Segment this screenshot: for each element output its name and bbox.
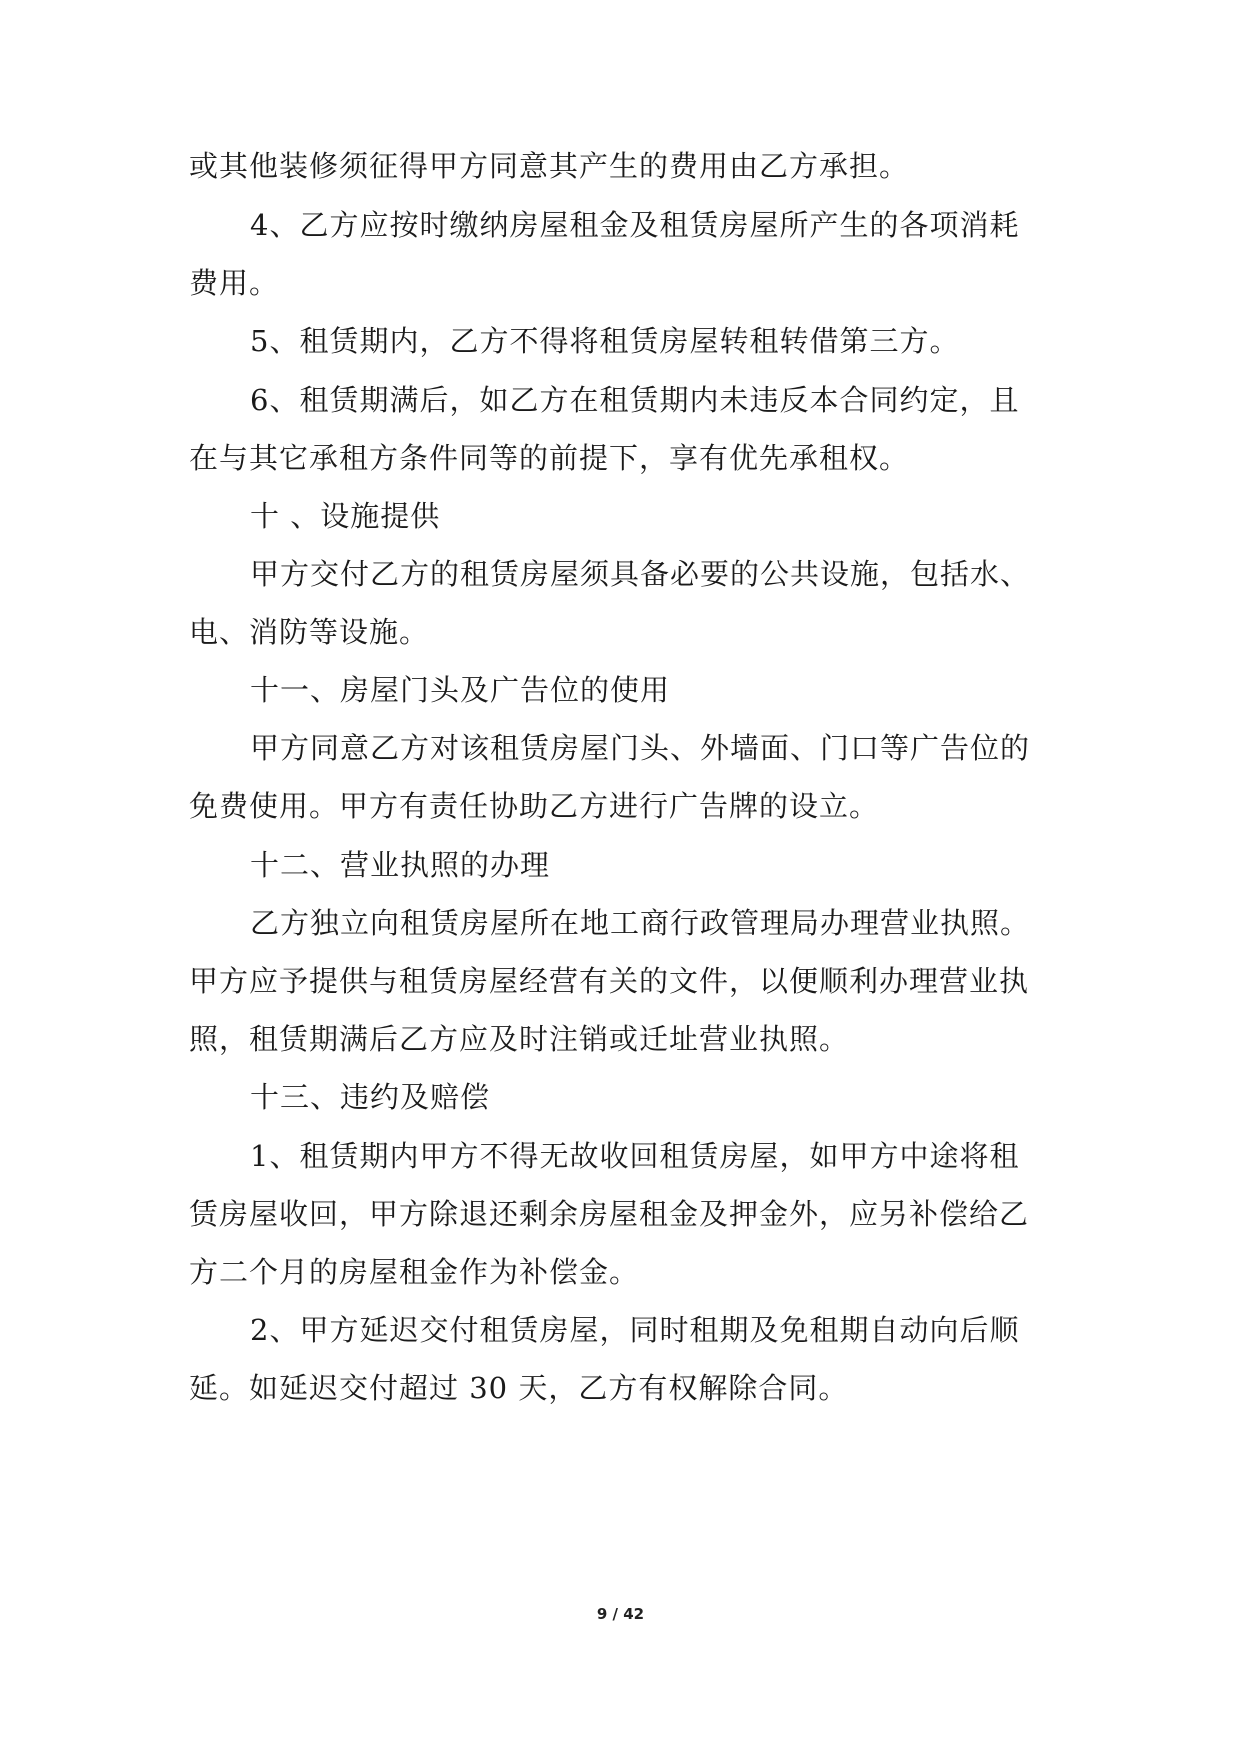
body-line: 电、消防等设施。 <box>189 615 430 649</box>
body-line: 2、甲方延迟交付租赁房屋，同时租期及免租期自动向后顺 <box>250 1313 1020 1347</box>
section-heading: 十 、设施提供 <box>250 499 441 533</box>
body-line: 甲方交付乙方的租赁房屋须具备必要的公共设施，包括水、 <box>250 557 1031 591</box>
body-line: 或其他装修须征得甲方同意其产生的费用由乙方承担。 <box>189 149 910 183</box>
page-number: 9 / 42 <box>596 1605 645 1623</box>
section-heading: 十一、房屋门头及广告位的使用 <box>250 673 671 707</box>
body-line: 方二个月的房屋租金作为补偿金。 <box>189 1255 640 1289</box>
body-line: 赁房屋收回，甲方除退还剩余房屋租金及押金外，应另补偿给乙 <box>189 1197 1030 1231</box>
body-line: 照，租赁期满后乙方应及时注销或迁址营业执照。 <box>189 1022 850 1056</box>
body-line: 1、租赁期内甲方不得无故收回租赁房屋，如甲方中途将租 <box>250 1139 1020 1173</box>
body-line: 甲方应予提供与租赁房屋经营有关的文件，以便顺利办理营业执 <box>189 964 1030 998</box>
body-line: 费用。 <box>189 266 280 300</box>
body-line: 在与其它承租方条件同等的前提下，享有优先承租权。 <box>189 441 910 475</box>
body-line: 延。如延迟交付超过 30 天，乙方有权解除合同。 <box>189 1371 849 1405</box>
body-line: 5、租赁期内，乙方不得将租赁房屋转租转借第三方。 <box>250 324 960 358</box>
body-line: 4、乙方应按时缴纳房屋租金及租赁房屋所产生的各项消耗 <box>250 208 1020 242</box>
body-line: 甲方同意乙方对该租赁房屋门头、外墙面、门口等广告位的 <box>250 731 1031 765</box>
section-heading: 十二、营业执照的办理 <box>250 848 551 882</box>
body-line: 免费使用。甲方有责任协助乙方进行广告牌的设立。 <box>189 789 880 823</box>
body-line: 6、租赁期满后，如乙方在租赁期内未违反本合同约定，且 <box>250 383 1020 417</box>
section-heading: 十三、违约及赔偿 <box>250 1080 491 1114</box>
body-line: 乙方独立向租赁房屋所在地工商行政管理局办理营业执照。 <box>250 906 1031 940</box>
